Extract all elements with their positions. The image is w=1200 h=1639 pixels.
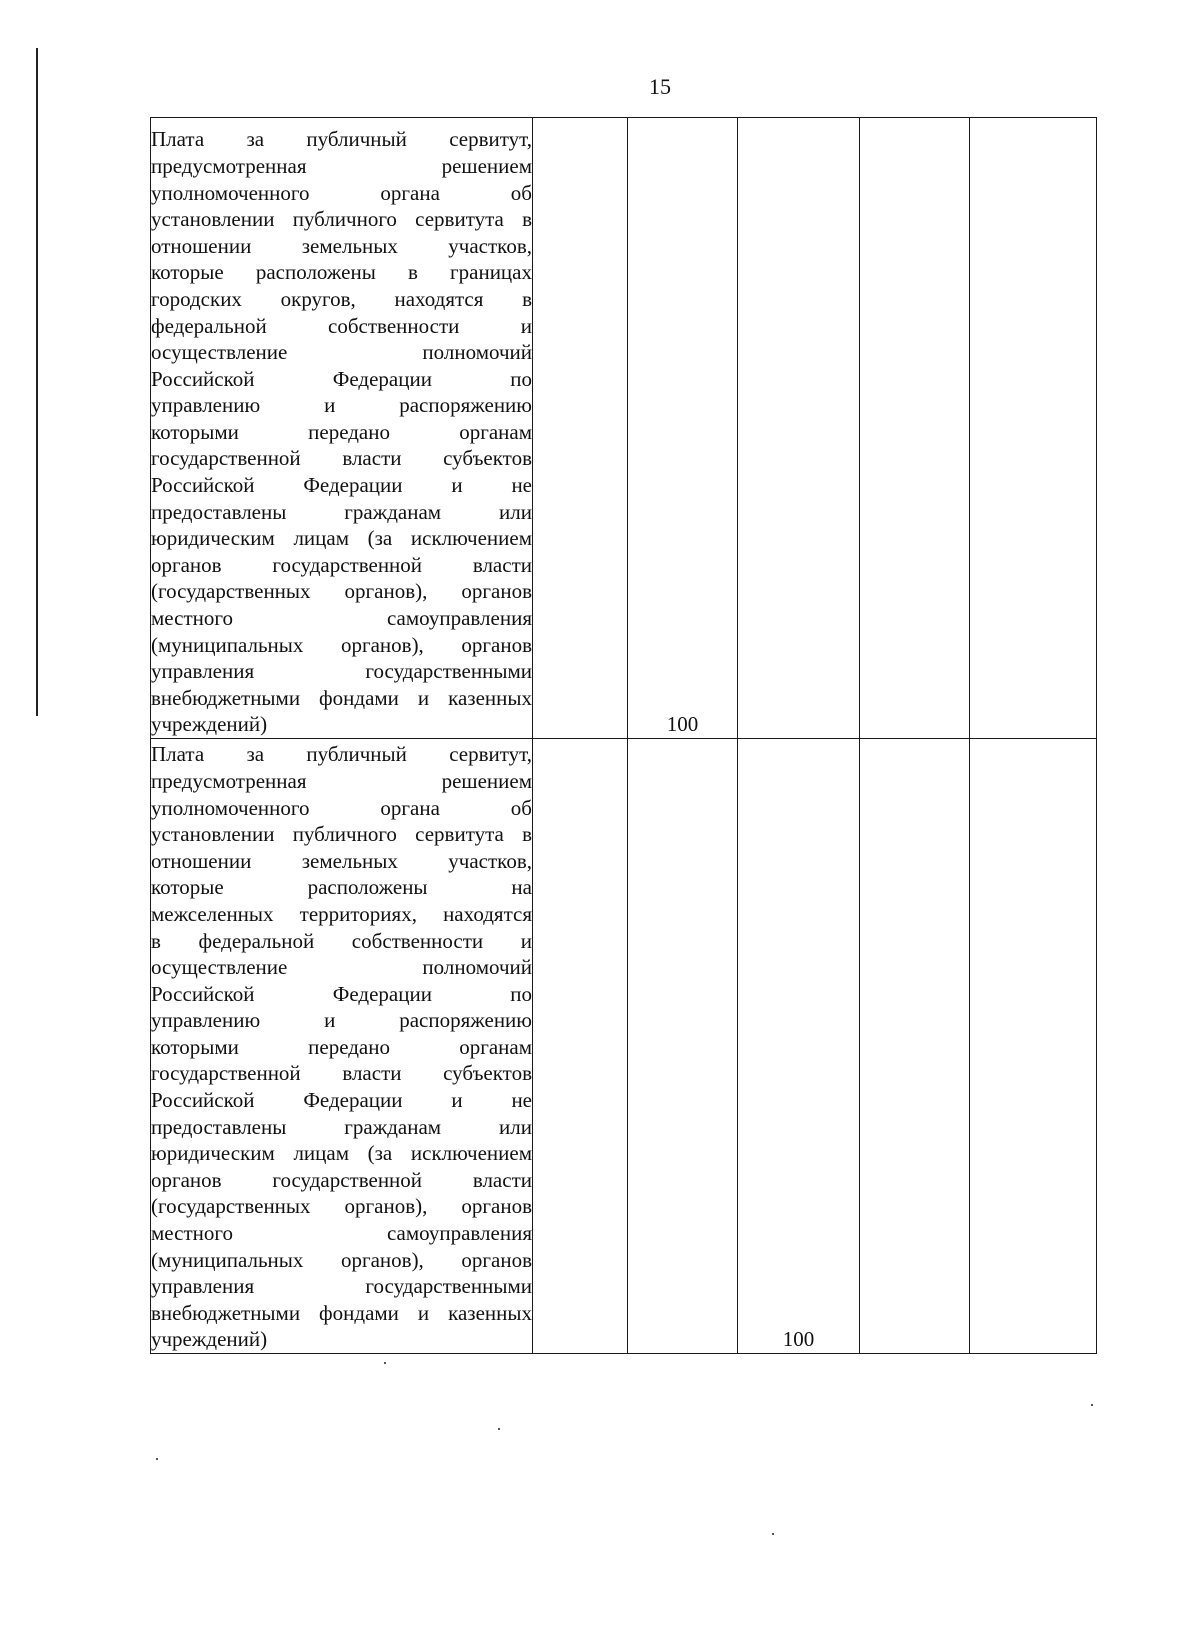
description-line: органов государственной власти: [151, 1167, 532, 1192]
revenue-table: [150, 117, 1097, 1354]
description-line: государственной власти субъектов: [151, 446, 532, 471]
scan-speck: [156, 1458, 158, 1460]
description-line: (государственных органов), органов: [151, 579, 532, 604]
scan-speck: [1091, 1404, 1093, 1406]
description-line: федеральной собственности и: [151, 313, 532, 338]
description-line: предусмотренная решением: [151, 768, 532, 793]
value-cell: [860, 739, 970, 1354]
value-cell: [628, 739, 738, 1354]
description-line: управления государственными: [151, 1274, 532, 1299]
description-line: установлении публичного сервитута в: [151, 822, 532, 847]
description-line: управлению и распоряжению: [151, 393, 532, 418]
table-body: [151, 118, 1097, 1354]
value-cell: 100: [628, 118, 738, 739]
value-cell: [970, 118, 1097, 739]
value-cell: [533, 118, 628, 739]
scan-speck: [498, 1428, 500, 1430]
description-line: осуществление полномочий: [151, 955, 532, 980]
value-cell: [860, 118, 970, 739]
description-line: внебюджетными фондами и казенных: [151, 685, 532, 710]
description-line: органов государственной власти: [151, 552, 532, 577]
table-row: [151, 739, 1097, 1354]
description-line: Российской Федерации и не: [151, 473, 532, 498]
scan-speck: [772, 1533, 774, 1535]
description-line: местного самоуправления: [151, 606, 532, 631]
value-cell: 100: [738, 739, 860, 1354]
description-line: Плата за публичный сервитут,: [151, 742, 532, 767]
table-row: [151, 118, 1097, 739]
description-line: уполномоченного органа об: [151, 795, 532, 820]
description-line: (муниципальных органов), органов: [151, 632, 532, 657]
description-line: которые расположены на: [151, 875, 532, 900]
description-line: юридическим лицам (за исключением: [151, 1141, 532, 1166]
description-line: (муниципальных органов), органов: [151, 1247, 532, 1272]
description-line: в федеральной собственности и: [151, 928, 532, 953]
description-line: осуществление полномочий: [151, 340, 532, 365]
description-line: которыми передано органам: [151, 1034, 532, 1059]
scan-margin-line: [36, 48, 38, 716]
row-description-cell: [151, 118, 533, 739]
description-line: уполномоченного органа об: [151, 180, 532, 205]
description-line: Российской Федерации и не: [151, 1088, 532, 1113]
scan-speck: [384, 1362, 386, 1364]
description-line: (государственных органов), органов: [151, 1194, 532, 1219]
description-line: управления государственными: [151, 659, 532, 684]
description-line: внебюджетными фондами и казенных: [151, 1300, 532, 1325]
description-line: учреждений): [151, 712, 268, 737]
description-line: предусмотренная решением: [151, 153, 532, 178]
value-cell: [970, 739, 1097, 1354]
description-line: городских округов, находятся в: [151, 286, 532, 311]
description-line: предоставлены гражданам или: [151, 499, 532, 524]
description-line: отношении земельных участков,: [151, 848, 532, 873]
description-line: Российской Федерации по: [151, 981, 532, 1006]
description-line: установлении публичного сервитута в: [151, 207, 532, 232]
page-number: 15: [649, 74, 671, 99]
description-line: учреждений): [151, 1327, 268, 1352]
row-description-cell: [151, 739, 533, 1354]
description-line: которые расположены в границах: [151, 260, 532, 285]
description-line: предоставлены гражданам или: [151, 1114, 532, 1139]
description-line: межселенных территориях, находятся: [151, 901, 532, 926]
value-cell: [738, 118, 860, 739]
description-line: управлению и распоряжению: [151, 1008, 532, 1033]
description-line: отношении земельных участков,: [151, 233, 532, 258]
description-line: местного самоуправления: [151, 1221, 532, 1246]
description-line: Российской Федерации по: [151, 366, 532, 391]
description-line: Плата за публичный сервитут,: [151, 127, 532, 152]
description-line: юридическим лицам (за исключением: [151, 526, 532, 551]
description-line: которыми передано органам: [151, 419, 532, 444]
description-line: государственной власти субъектов: [151, 1061, 532, 1086]
value-cell: [533, 739, 628, 1354]
